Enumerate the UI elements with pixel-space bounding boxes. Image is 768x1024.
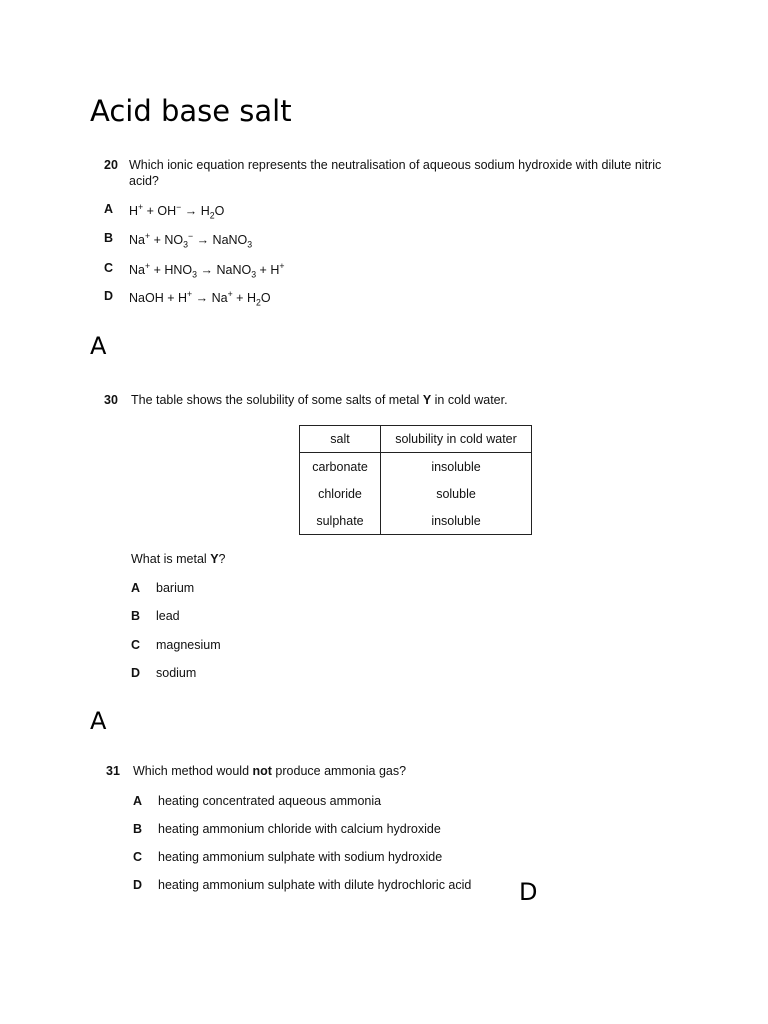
table-cell: chloride: [300, 480, 381, 507]
question-stem: The table shows the solubility of some salts of metal Y in cold water.: [131, 393, 508, 407]
question-30: [104, 393, 694, 413]
table-row: [300, 480, 532, 507]
option-letter: D: [104, 289, 114, 303]
question-20: [104, 158, 694, 308]
table-cell: sulphate: [300, 507, 381, 535]
page-title: Acid base salt: [90, 94, 292, 128]
option-text: NaOH + $H^+ \to Na^+ + H_2O$: [129, 289, 271, 308]
table-cell: insoluble: [381, 507, 532, 535]
answer-q20: A: [90, 332, 107, 360]
table-cell: insoluble: [381, 453, 532, 481]
table-row: [300, 453, 532, 481]
option-text: $H^+ + OH^- \to H_2O$: [129, 202, 225, 221]
option-letter: D: [131, 666, 141, 680]
option-text: $Na^+ + NO_3^-$ → NaNO$_3$: [129, 231, 253, 250]
option-letter: A: [133, 794, 143, 808]
option-letter: B: [131, 609, 141, 623]
question-stem: Which method would not produce ammonia gas?: [133, 764, 407, 778]
question-number: 20: [104, 158, 118, 172]
option-letter: A: [104, 202, 114, 216]
question-31: [106, 764, 546, 904]
table-cell: soluble: [381, 480, 532, 507]
option-letter: A: [131, 581, 141, 595]
question-stem: Which ionic equation represents the neutralisation of aqueous sodium hydroxide with dilute nitric acid?: [129, 158, 662, 188]
table-row: [300, 507, 532, 535]
option-text: heating ammonium chloride with calcium hydroxide: [158, 822, 441, 836]
question-number: 31: [106, 764, 120, 778]
option-text: lead: [156, 609, 180, 623]
option-text: heating ammonium sulphate with sodium hydroxide: [158, 850, 443, 864]
question-30-prompt: [131, 552, 531, 692]
solubility-table: [299, 425, 532, 535]
option-letter: C: [133, 850, 143, 864]
option-text: barium: [156, 581, 195, 595]
option-letter: B: [104, 231, 114, 245]
answer-q30: A: [90, 707, 107, 735]
question-prompt: What is metal Y?: [131, 552, 226, 566]
answer-q31: D: [519, 878, 538, 906]
question-number: 30: [104, 393, 118, 407]
table-cell: carbonate: [300, 453, 381, 481]
option-text: $Na^+ + HNO_3$ → NaNO$_3$ + H+: [129, 261, 285, 280]
table-header: salt: [300, 426, 381, 453]
option-text: magnesium: [156, 638, 221, 652]
option-letter: C: [131, 638, 141, 652]
option-text: sodium: [156, 666, 197, 680]
option-letter: C: [104, 261, 114, 275]
option-letter: B: [133, 822, 143, 836]
option-letter: D: [133, 878, 143, 892]
table-header-row: [300, 426, 532, 453]
table-header: solubility in cold water: [381, 426, 532, 453]
option-text: heating ammonium sulphate with dilute hydrochloric acid: [158, 878, 472, 892]
option-text: heating concentrated aqueous ammonia: [158, 794, 382, 808]
